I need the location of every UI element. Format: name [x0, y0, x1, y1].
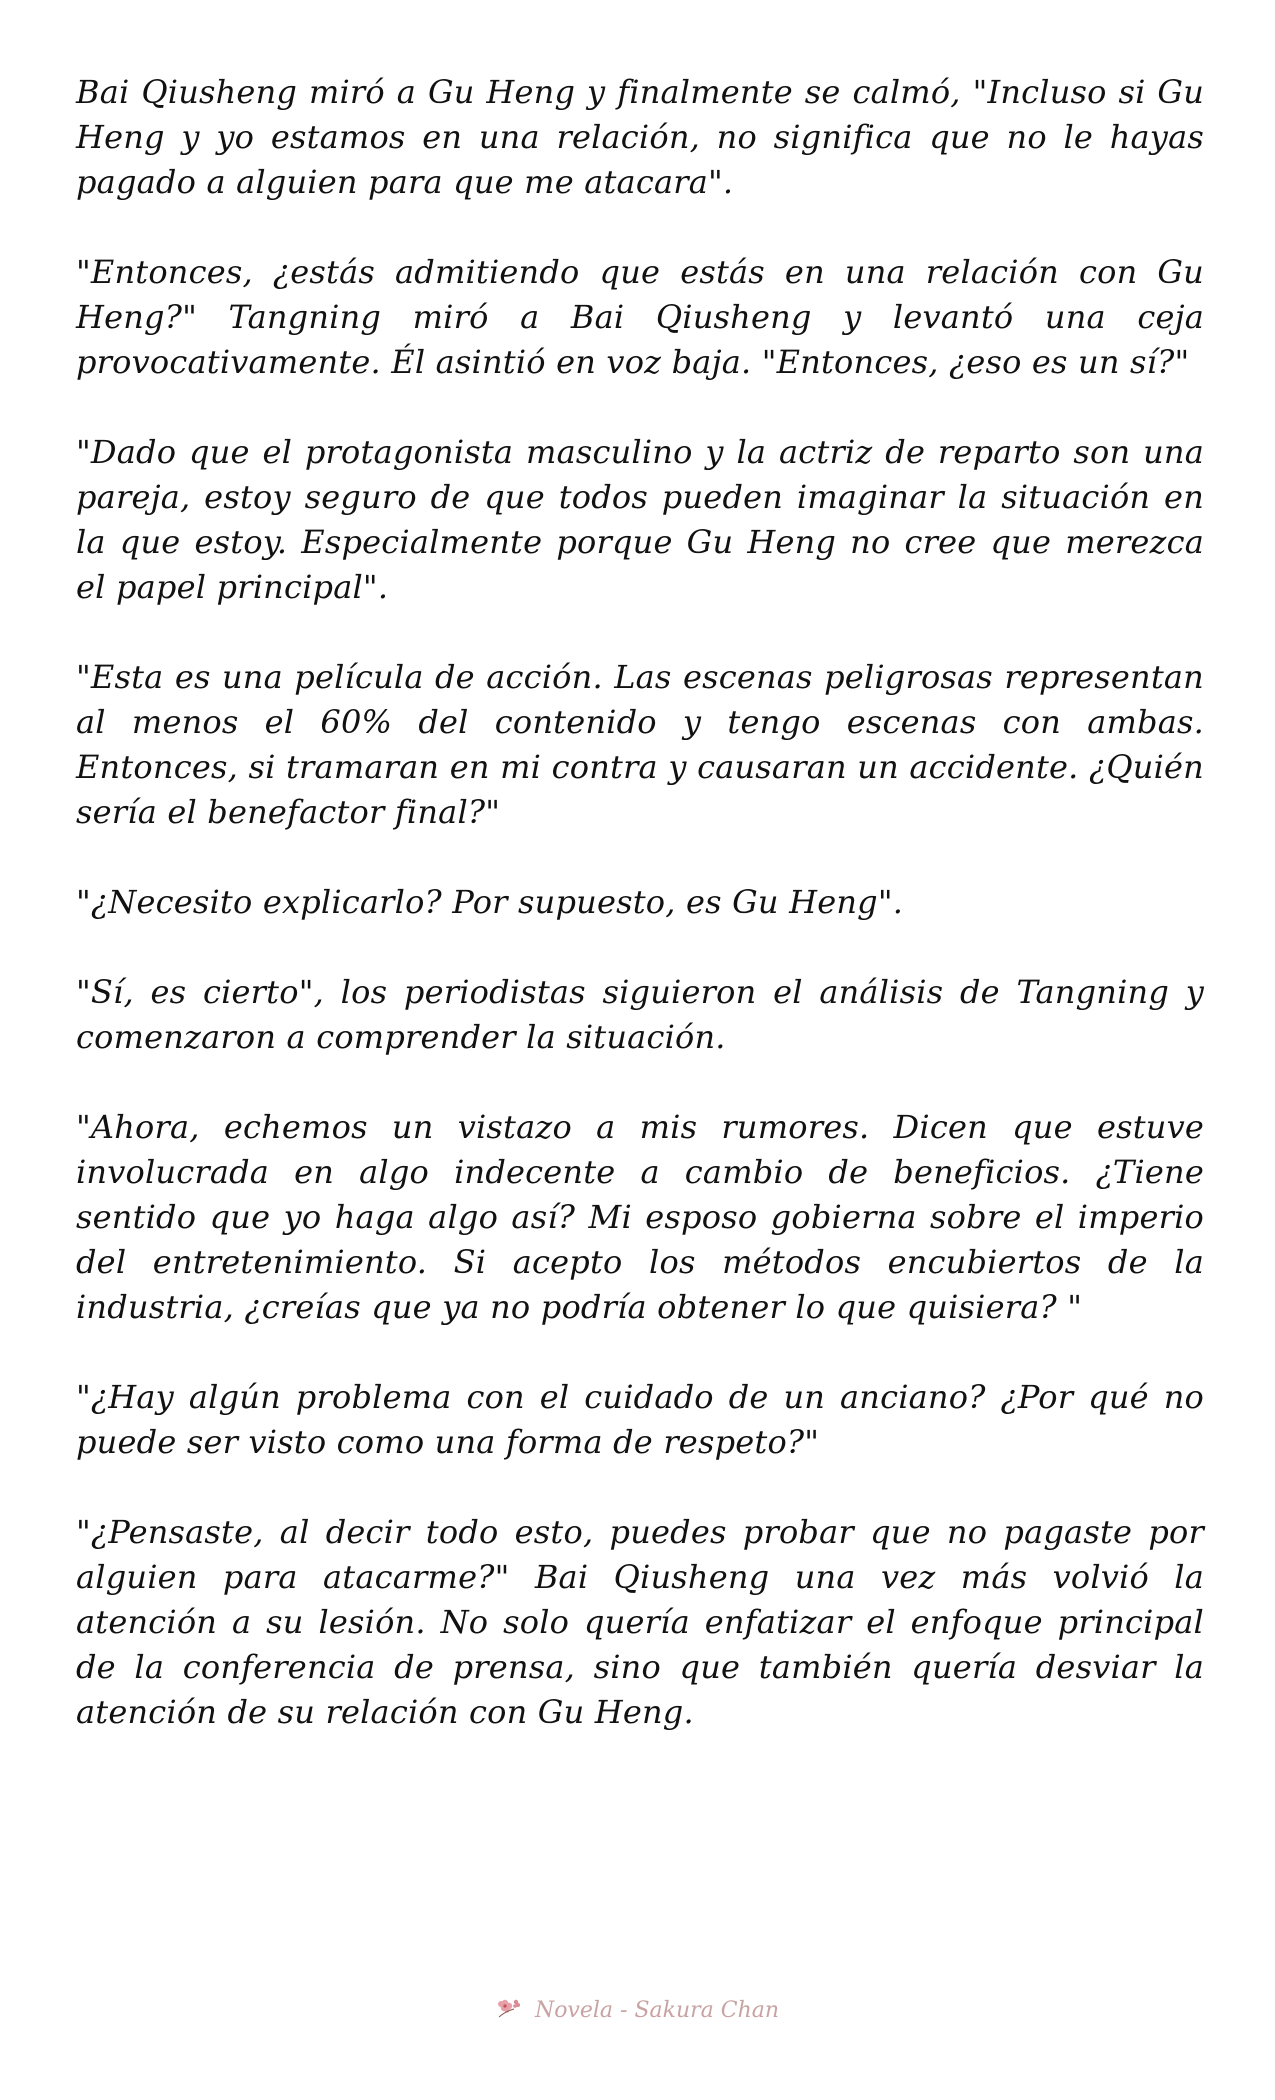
- paragraph-8: "¿Hay algún problema con el cuidado de un anciano? ¿Por qué no puede ser visto como una forma de respeto?": [76, 1378, 1204, 1461]
- paragraph-2: "Entonces, ¿estás admitiendo que estás en una relación con Gu Heng?" Tangning miró a Bai Qiusheng y levantó una ceja provocativamente. Él asintió en voz baja. "Entonces, ¿eso es un sí?": [76, 253, 1204, 381]
- paragraph-1: Bai Qiusheng miró a Gu Heng y finalmente se calmó, "Incluso si Gu Heng y yo estamos en una relación, no significa que no le hayas pagado a alguien para que me atacara".: [76, 73, 1204, 201]
- paragraph-5: "¿Necesito explicarlo? Por supuesto, es Gu Heng".: [76, 883, 904, 921]
- watermark: [0, 1997, 1275, 2023]
- document-body: [76, 70, 1204, 1780]
- paragraph-3: "Dado que el protagonista masculino y la actriz de reparto son una pareja, estoy seguro de que todos pueden imaginar la situación en la que estoy. Especialmente porque Gu Heng no cree que merezca el papel principal".: [76, 433, 1204, 606]
- paragraph-4: "Esta es una película de acción. Las escenas peligrosas representan al menos el 60% del contenido y tengo escenas con ambas. Entonces, si tramaran en mi contra y causaran un accidente. ¿Quién sería el benefactor final?": [76, 658, 1204, 831]
- sakura-flower-icon: [496, 1997, 522, 2019]
- paragraph-9: "¿Pensaste, al decir todo esto, puedes probar que no pagaste por alguien para atacarme?" Bai Qiusheng una vez más volvió la atención a su lesión. No solo quería enfatizar el enfoque principal de la conferencia de prensa, sino que también quería desviar la atención de su relación con Gu Heng.: [76, 1513, 1204, 1731]
- paragraph-7: "Ahora, echemos un vistazo a mis rumores. Dicen que estuve involucrada en algo indecente a cambio de beneficios. ¿Tiene sentido que yo haga algo así? Mi esposo gobierna sobre el imperio del entretenimiento. Si acepto los métodos encubiertos de la industria, ¿creías que ya no podría obtener lo que quisiera? ": [76, 1108, 1204, 1326]
- paragraph-6: "Sí, es cierto", los periodistas siguieron el análisis de Tangning y comenzaron a comprender la situación.: [76, 973, 1204, 1056]
- watermark-text: Novela - Sakura Chan: [534, 1998, 780, 2023]
